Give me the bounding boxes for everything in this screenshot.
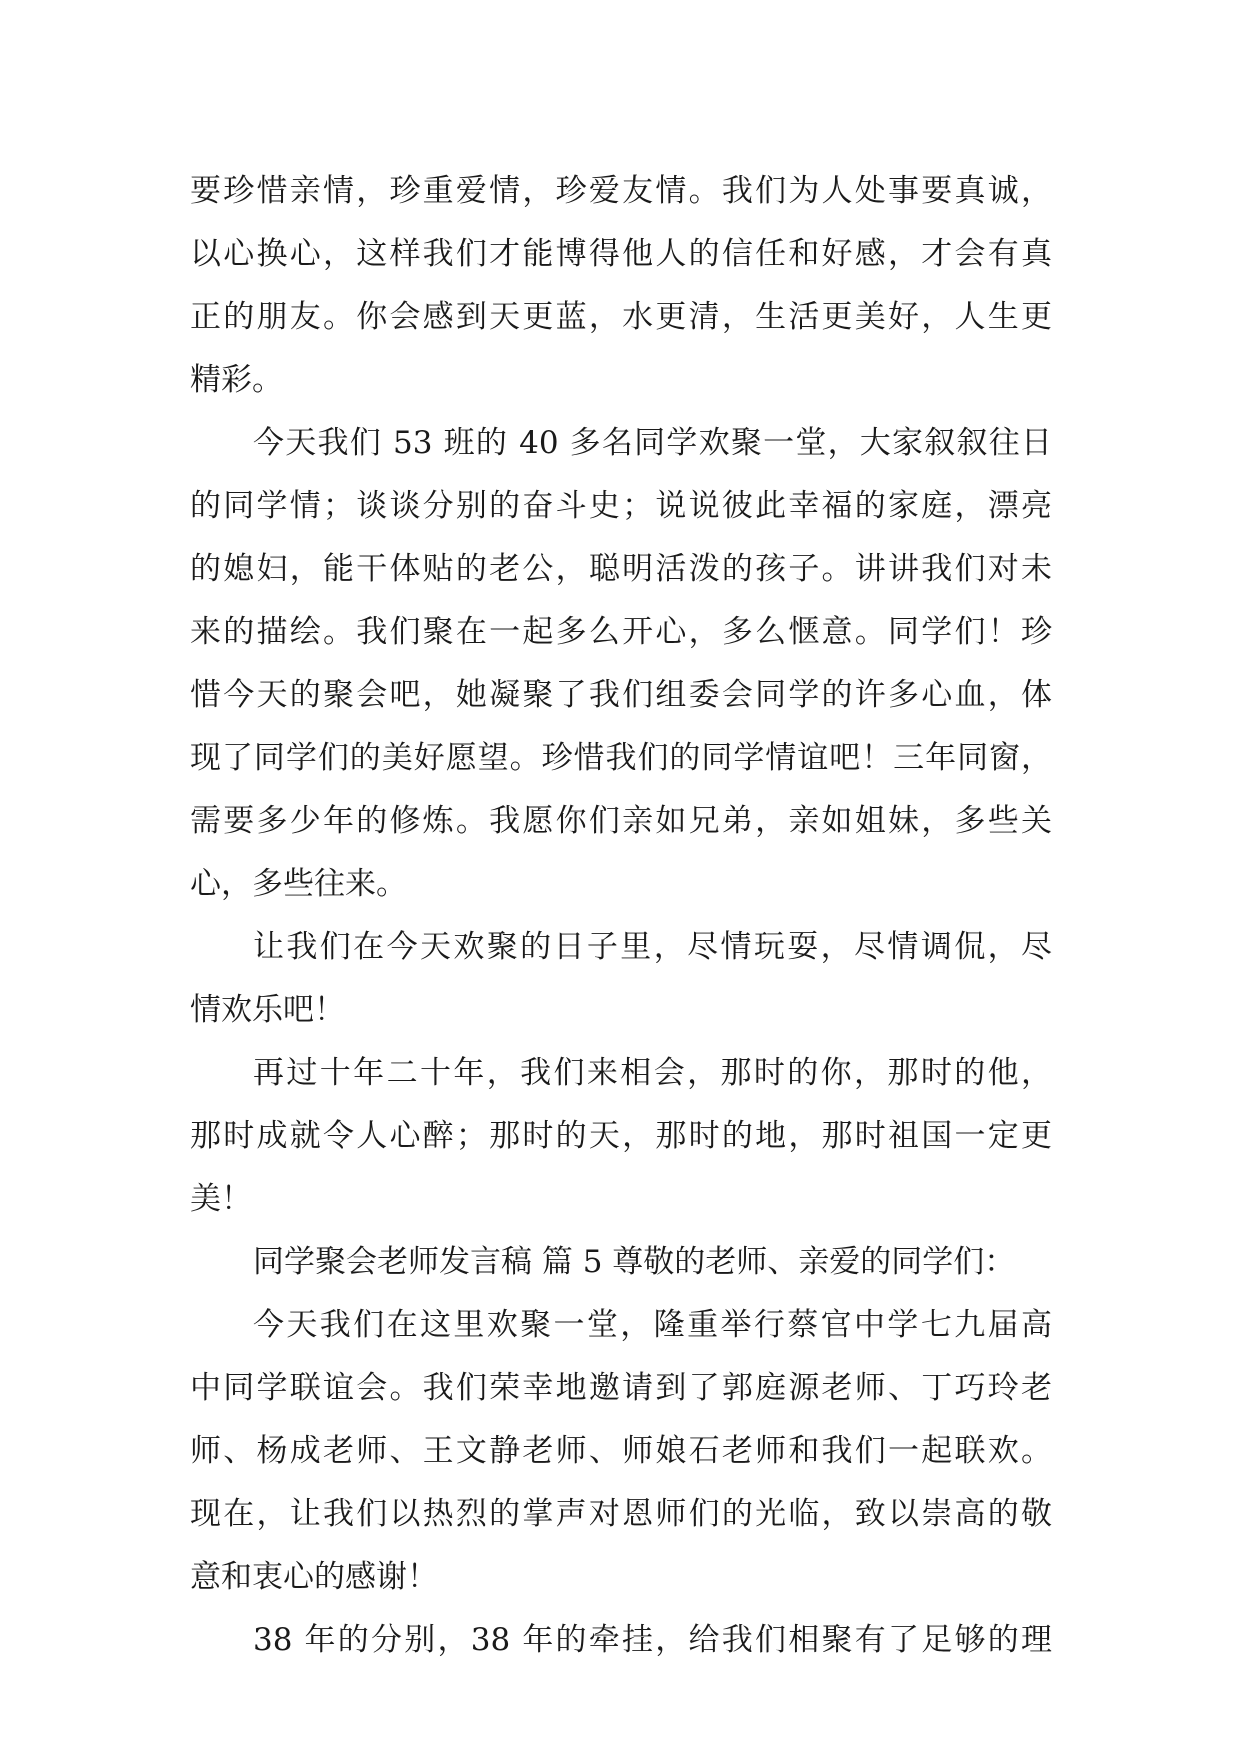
text-line: 正的朋友。你会感到天更蓝，水更清，生活更美好，人生更 — [190, 299, 1052, 335]
text-line: 今天我们在这里欢聚一堂，隆重举行蔡官中学七九届高 — [253, 1307, 1052, 1343]
text-line: 美！ — [190, 1181, 252, 1217]
text-line: 38 年的分别，38 年的牵挂，给我们相聚有了足够的理 — [253, 1622, 1052, 1658]
text-line: 需要多少年的修炼。我愿你们亲如兄弟，亲如姐妹，多些关 — [190, 803, 1052, 839]
text-line: 来的描绘。我们聚在一起多么开心，多么惬意。同学们！珍 — [190, 614, 1052, 650]
text-line: 意和衷心的感谢！ — [190, 1559, 438, 1595]
text-line: 精彩。 — [190, 362, 283, 398]
text-line: 让我们在今天欢聚的日子里，尽情玩耍，尽情调侃，尽 — [253, 929, 1052, 965]
text-line: 中同学联谊会。我们荣幸地邀请到了郭庭源老师、丁巧玲老 — [190, 1370, 1052, 1406]
text-line: 的同学情；谈谈分别的奋斗史；说说彼此幸福的家庭，漂亮 — [190, 488, 1052, 524]
text-line: 要珍惜亲情，珍重爱情，珍爱友情。我们为人处事要真诚， — [190, 173, 1052, 209]
text-line: 以心换心，这样我们才能博得他人的信任和好感，才会有真 — [190, 236, 1052, 272]
text-line: 的媳妇，能干体贴的老公，聪明活泼的孩子。讲讲我们对未 — [190, 551, 1052, 587]
text-line: 师、杨成老师、王文静老师、师娘石老师和我们一起联欢。 — [190, 1433, 1052, 1469]
text-line: 现了同学们的美好愿望。珍惜我们的同学情谊吧！三年同窗， — [190, 740, 1052, 776]
text-line: 同学聚会老师发言稿 篇 5 尊敬的老师、亲爱的同学们： — [253, 1244, 1016, 1280]
text-line: 惜今天的聚会吧，她凝聚了我们组委会同学的许多心血，体 — [190, 677, 1052, 713]
text-line: 情欢乐吧！ — [190, 992, 345, 1028]
body-text — [190, 160, 1052, 1672]
text-line: 那时成就令人心醉；那时的天，那时的地，那时祖国一定更 — [190, 1118, 1052, 1154]
text-line: 今天我们 53 班的 40 多名同学欢聚一堂，大家叙叙往日 — [253, 425, 1052, 461]
text-line: 现在，让我们以热烈的掌声对恩师们的光临，致以崇高的敬 — [190, 1496, 1052, 1532]
text-line: 心，多些往来。 — [190, 866, 407, 902]
text-line: 再过十年二十年，我们来相会，那时的你，那时的他， — [253, 1055, 1052, 1091]
